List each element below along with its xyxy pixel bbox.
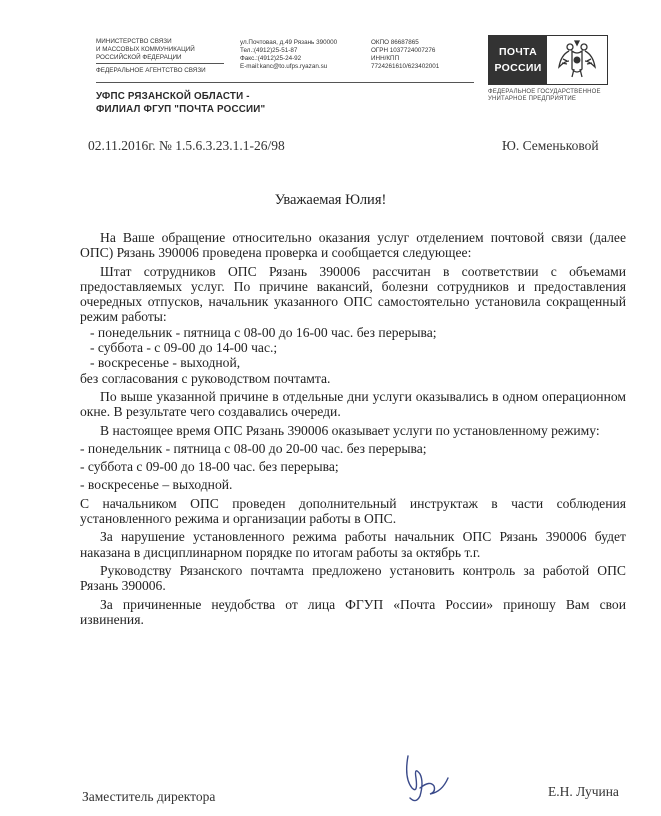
address-block — [240, 39, 337, 71]
addressee: Ю. Семеньковой — [502, 138, 599, 153]
handwritten-signature — [390, 748, 460, 813]
codes-block — [371, 39, 439, 71]
paragraph: В настоящее время ОПС Рязань 390006 оказывает услуги по установленному режиму: — [100, 422, 600, 438]
logo-word: ПОЧТА — [499, 46, 537, 58]
ministry-line: РОССИЙСКОЙ ФЕДЕРАЦИИ — [96, 54, 182, 61]
paragraph: Штат сотрудников ОПС Рязань 390006 рассчитан в соответствии с объемами предоставляемых услуг. По причине вакансий, болезни сотрудников и предоставления очередных отпусков, начальник указанного ОПС самостоятельно установила сокращенный режим работы: — [80, 263, 626, 325]
branch-name — [96, 90, 265, 116]
paragraph: За нарушение установленного режима работы начальник ОПС Рязань 390006 будет наказана в дисциплинарном порядке по итогам работы за октябрь т.г. — [80, 529, 626, 560]
schedule-item: - воскресенье – выходной. — [80, 477, 233, 493]
ministry-divider — [96, 63, 224, 64]
logo-caption-line: ФЕДЕРАЛЬНОЕ ГОСУДАРСТВЕННОЕ — [488, 89, 601, 95]
logo-caption-line: УНИТАРНОЕ ПРЕДПРИЯТИЕ — [488, 96, 577, 102]
signatory-title: Заместитель директора — [82, 789, 216, 804]
pochta-rossii-logo — [488, 35, 608, 85]
schedule-item: - понедельник - пятница с 08-00 до 16-00 час. без перерыва; — [90, 324, 437, 340]
schedule-item: - суббота - с 09-00 до 14-00 час.; — [90, 340, 278, 356]
email-line: E-mail:kanc@to.ufps.ryazan.su — [240, 63, 328, 70]
fax-line: Факс.:(4912)25-24-92 — [240, 55, 302, 62]
agency-name: ФЕДЕРАЛЬНОЕ АГЕНТСТВО СВЯЗИ — [96, 67, 206, 74]
schedule-item: - понедельник - пятница с 08-00 до 20-00 час. без перерыва; — [80, 440, 427, 456]
okpo-line: ОКПО 86687865 — [371, 39, 419, 46]
address-line: ул.Почтовая, д.49 Рязань 390000 — [240, 39, 338, 46]
paragraph: Руководству Рязанского почтамта предложено установить контроль за работой ОПС Рязань 390006. — [80, 562, 626, 594]
ministry-line: МИНИСТЕРСТВО СВЯЗИ — [96, 38, 172, 45]
ogrn-line: ОГРН 1037724007276 — [371, 47, 436, 54]
branch-line: ФИЛИАЛ ФГУП "ПОЧТА РОССИИ" — [96, 104, 266, 115]
logo-wordmark — [489, 36, 547, 84]
inn-kpp-value: 7724261610/623402001 — [371, 63, 440, 70]
branch-line: УФПС РЯЗАНСКОЙ ОБЛАСТИ - — [96, 91, 250, 102]
double-headed-eagle-icon — [547, 36, 607, 84]
phone-line: Тел.:(4912)25-51-87 — [240, 47, 298, 54]
salutation: Уважаемая Юлия! — [274, 192, 387, 208]
paragraph: По выше указанной причине в отдельные дни услуги оказывались в одном операционном окне. В результате чего создавались очереди. — [80, 388, 626, 420]
logo-word: РОССИИ — [494, 62, 542, 74]
ministry-block — [96, 38, 195, 62]
ministry-line: И МАССОВЫХ КОММУНИКАЦИЙ — [96, 46, 195, 53]
letter-reference: 02.11.2016г. № 1.5.6.3.23.1.1-26/98 — [88, 138, 285, 153]
schedule-item: - суббота с 09-00 до 18-00 час. без перерыва; — [80, 459, 339, 475]
signatory-name: Е.Н. Лучина — [548, 784, 619, 799]
paragraph: С начальником ОПС проведен дополнительный инструктаж в части соблюдения установленного режима и организации работы в ОПС. — [80, 495, 626, 527]
paragraph: За причиненные неудобства от лица ФГУП «Почта России» приношу Вам свои извинения. — [80, 596, 626, 627]
inn-kpp-label: ИНН/КПП — [371, 55, 400, 62]
logo-caption — [488, 89, 601, 103]
paragraph: без согласования с руководством почтамта. — [80, 370, 331, 386]
paragraph: На Ваше обращение относительно оказания услуг отделением почтовой связи (далее ОПС) Рязань 390006 проведена проверка и сообщается следующее: — [80, 230, 626, 261]
schedule-item: - воскресенье - выходной, — [90, 355, 241, 371]
letter-body — [80, 230, 626, 627]
header-divider — [96, 82, 474, 83]
